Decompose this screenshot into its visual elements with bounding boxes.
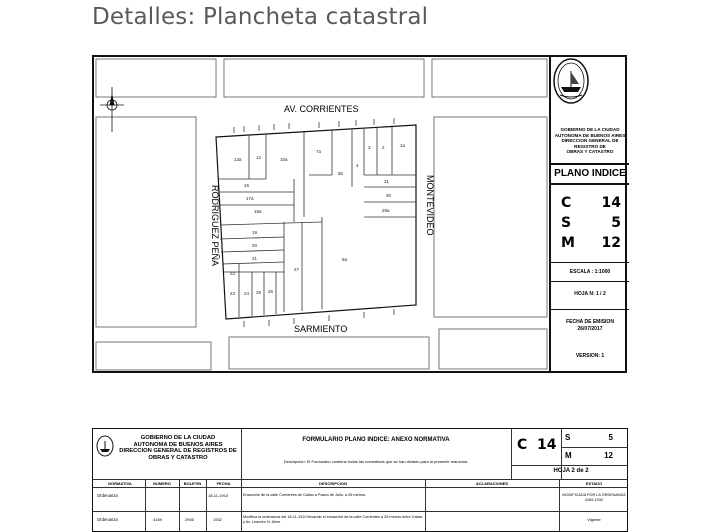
header-numero: NUMERO	[153, 481, 171, 486]
parcel-label: 29a	[382, 208, 390, 213]
annex-form	[92, 428, 628, 532]
parcel-label: 16	[244, 183, 250, 188]
parcel-label: 17a	[246, 196, 254, 201]
m-label: M	[561, 235, 575, 251]
form-gov-line: GOBIERNO DE LA CIUDAD	[140, 435, 216, 441]
parcel-label: 22	[230, 271, 236, 276]
street-north-label: AV. CORRIENTES	[284, 104, 359, 114]
form-description: Descripción: El Formulario contiene todas las normativas que se han dictado para la presente manzana.	[283, 459, 469, 464]
m-value: 12	[601, 235, 621, 251]
c-label: C	[561, 195, 572, 211]
row2-numero: 4169	[153, 517, 162, 522]
parcel-label: 13a	[234, 157, 242, 162]
form-s-value: 5	[608, 433, 613, 442]
form-m-label: M	[565, 451, 572, 460]
parcel-label: 7a	[316, 149, 322, 154]
parcel-label: 20	[252, 243, 258, 248]
parcel-label: 1a	[400, 143, 406, 148]
form-seal-icon	[96, 435, 114, 459]
gov-line: AUTONOMA DE BUENOS AIRES	[554, 132, 626, 138]
issue-date-label: FECHA DE EMISION	[566, 319, 614, 325]
row2-boletin: 2905	[185, 517, 194, 522]
header-aclaraciones: ACLARACIONES	[475, 481, 509, 486]
form-gov-line: OBRAS Y CATASTRO	[148, 454, 208, 461]
row1-estado: MODIFICADA POR LA ORDENANZA 4169-1932	[562, 493, 626, 502]
gov-line: DIRECCION GENERAL DE REGISTRO DE	[561, 138, 619, 149]
parcel-label: 24	[244, 291, 250, 296]
issue-date-value: 26/07/2017	[577, 326, 603, 332]
header-descripcion: DESCRIPCION	[319, 481, 347, 486]
form-c-label: C	[517, 437, 528, 453]
header-normativa: NORMATIVA	[108, 481, 132, 486]
row2-descripcion: Modifica la ordenanza del 18-11-1910 llevando el ensanche de la calle Corrientes a 26 metros entre Callao y Av. Leandro N. Alem.	[243, 515, 423, 524]
form-gov-line: AUTONOMA DE BUENOS AIRES	[133, 441, 223, 448]
s-value: 5	[611, 215, 621, 231]
gov-line: GOBIERNO DE LA CIUDAD	[560, 127, 620, 132]
street-west-label: RODRIGUEZ PEÑA	[210, 185, 220, 267]
parcel-label: 10a	[280, 157, 288, 162]
form-m-value: 12	[604, 451, 613, 460]
parcel-label: 5b	[338, 171, 344, 176]
row2-estado: Vigente	[587, 517, 601, 522]
header-fecha: FECHA	[216, 481, 231, 486]
parcel-label: 23	[230, 291, 236, 296]
parcel-label: 18a	[254, 209, 262, 214]
parcel-label: 30	[386, 193, 392, 198]
version-text: VERSION: 1	[575, 353, 605, 359]
form-sheet: HOJA 2 de 2	[553, 468, 589, 474]
city-seal-icon	[551, 57, 629, 121]
parcel-label: 8a	[342, 257, 348, 262]
parcel-label: 4	[356, 163, 359, 168]
block-map	[94, 57, 549, 371]
parcel-label: 21	[252, 256, 258, 261]
parcel-label: 31	[384, 179, 390, 184]
scale-text: ESCALA : 1:1000	[569, 269, 611, 275]
street-east-label: MONTEVIDEO	[425, 175, 435, 236]
parcel-label: 3	[368, 145, 371, 150]
row2-normativa: Ordenanza	[97, 517, 118, 522]
header-boletin: BOLETIN	[183, 481, 202, 486]
row1-descripcion: Ensanche de la calle Corrientes de Callao a Paseo de Julio, a 26 metros.	[243, 493, 367, 497]
header-estado: ESTADO	[585, 481, 603, 486]
parcel-label: 25	[256, 290, 262, 295]
parcel-label: 2	[382, 145, 385, 150]
compass-icon	[100, 87, 124, 132]
row1-normativa: Ordenanza	[97, 493, 118, 498]
form-s-label: S	[565, 433, 571, 442]
gov-line: OBRAS Y CATASTRO	[566, 149, 614, 155]
plan-sidebar	[549, 57, 627, 371]
street-south-label: SARMIENTO	[294, 324, 348, 334]
page-title: Detalles: Plancheta catastral	[92, 4, 429, 30]
plano-indice-heading: PLANO INDICE	[551, 163, 629, 185]
parcel-label: 12	[256, 155, 262, 160]
row1-fecha: 18-11-1910	[208, 493, 229, 498]
s-label: S	[561, 215, 572, 231]
form-title: FORMULARIO PLANO INDICE: ANEXO NORMATIVA	[302, 437, 450, 443]
form-c-value: 14	[537, 437, 557, 453]
parcel-label: 19	[252, 230, 258, 235]
sheet-number: HOJA N: 1 / 2	[574, 291, 606, 297]
parcel-label: 27	[294, 267, 300, 272]
form-gov-line: DIRECCION GENERAL DE REGISTROS DE	[119, 448, 237, 455]
parcel-label: 26	[268, 289, 274, 294]
cadastral-plan	[92, 55, 627, 373]
c-value: 14	[601, 195, 621, 211]
row2-fecha: 1932	[213, 517, 222, 522]
